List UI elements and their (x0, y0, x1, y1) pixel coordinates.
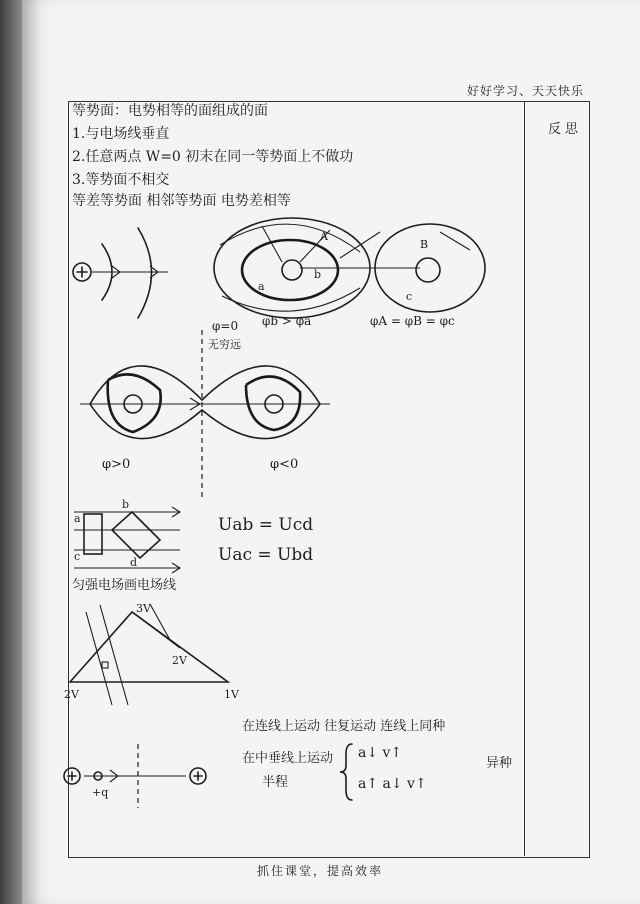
vertex-3v: 3V (136, 602, 151, 615)
motion-cases-brace (340, 744, 352, 800)
phi-negative-label: φ<0 (270, 457, 299, 472)
point-A-label: A (320, 230, 328, 243)
point-3: 3.等势面不相交 (72, 172, 170, 188)
motion-opposite-tag: 异种 (486, 756, 513, 771)
phi-relation-1: φb > φa (262, 314, 312, 328)
motion-case-1: a↓ v↑ (358, 745, 403, 761)
uniform-field-title: 匀强电场画电场线 (72, 578, 177, 593)
point-2: 2.任意两点 W=0 初末在同一等势面上不做功 (72, 149, 354, 165)
vertex-1v: 1V (224, 688, 239, 701)
like-charges-sketch (214, 218, 485, 328)
point-B-label: B (420, 238, 429, 251)
u-ac-equals-u-bd: Uac = Ubd (218, 545, 314, 565)
rect-c-label: c (74, 550, 81, 563)
point-c-label: c (406, 290, 413, 303)
vertex-2v: 2V (64, 688, 79, 701)
motion-half: 半程 (262, 775, 289, 790)
motion-line-2: 在中垂线上运动 (242, 751, 334, 766)
point-4: 等差等势面 相邻等势面 电势差相等 (72, 193, 291, 209)
infinity-note: 无穷远 (208, 338, 241, 351)
phi-positive-label: φ>0 (102, 457, 131, 472)
page-motto: 好好学习、天天快乐 (466, 84, 584, 98)
point-charge-sketch (73, 228, 168, 318)
definition-line: 等势面：电势相等的面组成的面 (72, 103, 268, 119)
rect-d-label: d (130, 556, 138, 569)
rect-a-label: a (74, 512, 81, 525)
point-a-label: a (258, 280, 265, 293)
rect-b-label: b (122, 498, 130, 511)
midpoint-2v: 2V (172, 654, 187, 667)
test-charge-sketch (64, 744, 206, 808)
page-footer: 抓住课堂，提高效率 (256, 864, 383, 878)
u-ab-equals-u-cd: Uab = Ucd (218, 515, 314, 535)
triangle-potential-sketch (64, 602, 240, 705)
motion-line-1: 在连线上运动 往复运动 连线上同种 (242, 719, 446, 734)
motion-case-2: a↑ a↓ v↑ (358, 776, 427, 792)
test-charge-label: +q (92, 786, 109, 799)
point-b-label: b (314, 268, 322, 281)
phi-relation-2: φA = φB = φc (370, 314, 455, 328)
uniform-field-rectangle-sketch (74, 498, 313, 573)
point-1: 1.与电场线垂直 (72, 126, 170, 142)
opposite-charges-sketch (80, 319, 330, 500)
phi-zero-label: φ=0 (212, 319, 239, 333)
reflection-column-title: 反思 (548, 122, 583, 137)
